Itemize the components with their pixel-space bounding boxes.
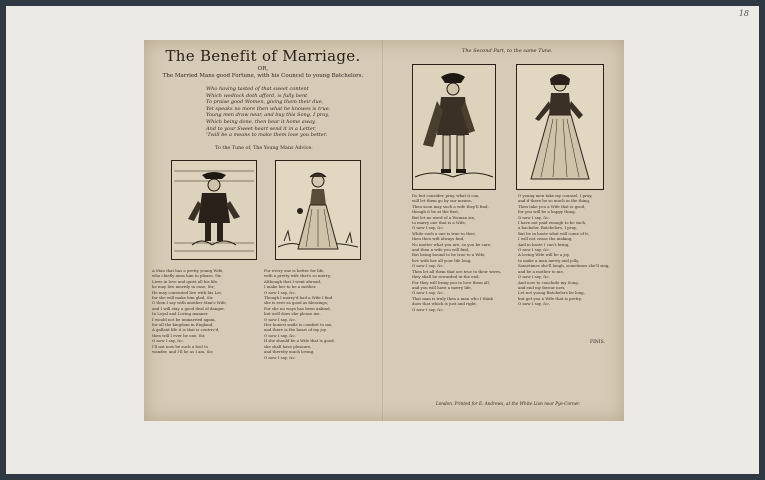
verse-line: To praise good Women, giving them their due,	[206, 99, 324, 106]
ballad-line: And now to conclude my Song,	[518, 279, 579, 285]
verse-line: Which being done, then bear it home away,	[206, 118, 316, 125]
woodcut-lady-right	[516, 64, 604, 190]
verse-line: Who having tasted of that sweet content	[206, 86, 309, 92]
text-column-right-2	[518, 193, 616, 307]
ballad-line: for all the kingdom in England,	[152, 322, 214, 328]
ballad-line: live with her all your life long,	[412, 257, 472, 263]
ballad-line: O now I say, &c.	[264, 289, 296, 295]
tune-line: To the Tune of, The Young Mans Advice.	[215, 146, 313, 151]
ballad-line: I'll not now be such a fool to	[152, 343, 208, 349]
ballad-subtitle	[152, 66, 374, 80]
woodcut-lady-left	[275, 160, 361, 260]
ballad-line: And in haste I can't bring,	[518, 241, 570, 247]
ballad-title: The Benefit of Marriage.	[165, 47, 361, 65]
ballad-line: she is ever as good as blessings;	[264, 300, 329, 306]
ballad-line: O now I say, &c.	[264, 332, 296, 338]
ballad-line: does that which is just and right,	[412, 301, 477, 307]
ballad-line: and thereby much loving,	[264, 349, 315, 355]
ballad-line: Though I marry'd had a Wife I find	[264, 295, 333, 301]
ballad-line: wander, and I'll be as I am, Sir.	[152, 349, 214, 355]
ballad-line: Lives in love and quiet all his life,	[152, 278, 219, 284]
verse-line: Young men draw near, and buy this Song, I pray,	[206, 112, 329, 119]
verse-line: Yet speaks no more then what he knowes is true.	[206, 105, 331, 112]
ballad-line: I have not paid enough to be such,	[518, 220, 587, 226]
ballad-line: they shall be rewarded in the end,	[412, 274, 480, 280]
ballad-line: for you will be a happy thing,	[518, 209, 576, 215]
verse-line: Which wedlock doth afford, is fully bent	[206, 92, 308, 99]
broadside-sheet	[144, 40, 624, 421]
ballad-line: and be a mother to me,	[518, 268, 565, 274]
ballad-line: O now I say, &c.	[518, 274, 550, 280]
ballad-line: who chiefly aims him to please, Sir,	[152, 273, 222, 279]
ballad-line: Sometimes she'll laugh, sometimes she'll sing,	[518, 263, 610, 269]
ballad-line: O now I say, &c.	[518, 247, 550, 253]
center-fold	[382, 40, 384, 421]
text-column-left-1	[152, 268, 258, 355]
ballad-line: Do but consider, pray, what it can,	[412, 193, 480, 198]
ballad-line: Let not young Batchelors be long,	[518, 290, 585, 296]
ballad-line: O now I say, &c.	[264, 316, 296, 322]
ballad-line: to marry one that is a Wife,	[412, 220, 467, 226]
woodcut-gentleman-left	[171, 160, 257, 260]
ballad-line: I make her to be a mother.	[264, 284, 317, 290]
ballad-line: and end my favour now,	[518, 284, 566, 290]
gentleman-figure-icon	[172, 161, 256, 259]
ballad-line: for she will make him glad, Sir.	[152, 295, 214, 301]
subtitle-text: The Married Mans good Fortune, with his Councel to young Batchelors.	[162, 73, 364, 79]
ballad-line: If she should be a Wife that is good,	[264, 338, 335, 344]
ballad-line: Then let all them that are true to their wives,	[412, 268, 502, 274]
ballad-line: While such a one is true to thee,	[412, 230, 476, 236]
ballad-line: For every one is better for life,	[264, 268, 325, 273]
ballad-line: O now I say, &c.	[412, 290, 444, 296]
ballad-line: but get you a Wife that is pretty,	[518, 295, 582, 301]
text-column-left-2	[264, 268, 374, 360]
ballad-line: That man is truly then a man who I think	[412, 295, 493, 301]
lady-gown-figure-icon	[517, 65, 603, 189]
ballad-line: But be in haste what will come of it,	[518, 230, 590, 236]
second-part-heading: The Second Part, to the same Tune.	[462, 48, 553, 54]
ballad-line: Then take you a Wife that is good,	[518, 203, 586, 209]
ballad-line: But let no word of a Woman sin,	[412, 214, 476, 220]
ballad-line: For she no ways has been unkind,	[264, 305, 331, 311]
ballad-line: she shall have pleasure,	[264, 343, 312, 349]
ballad-line: O now I say, &c.	[412, 225, 444, 231]
ballad-line: and then a wife you will find,	[412, 247, 470, 253]
ballad-line: O now I say, &c.	[152, 338, 184, 344]
ballad-line: will let them go by our means,	[412, 198, 472, 204]
ballad-line: to make a man merry and jolly,	[518, 257, 580, 263]
woodcut-gentleman-right	[412, 64, 496, 190]
ballad-line: O now I say, &c.	[518, 214, 550, 220]
ballad-line: In Loyal and Loving manner.	[152, 311, 209, 317]
verse-line: And to your Sweet-heart send it in a Letter,	[206, 125, 317, 132]
verse-line: 'Twill be a means to make them love you better.	[206, 132, 328, 139]
ballad-line: then will I ever be one, Sir,	[152, 332, 206, 338]
ballad-line: A loving Wife will be a joy,	[518, 252, 570, 258]
ballad-line: O then I say with another Man's Wife,	[152, 300, 227, 306]
ballad-line: though it be at the first,	[412, 209, 460, 215]
ballad-line: O young men take my counsel, I pray,	[518, 193, 593, 198]
ballad-line: then thou wilt always find,	[412, 236, 465, 242]
finis-mark: FINIS.	[590, 340, 605, 345]
ballad-line: Although that I went abroad,	[264, 278, 322, 284]
ballad-line: and you will have a merry life,	[412, 284, 472, 290]
page-number: 18	[738, 9, 749, 18]
ballad-line: but well does she please me.	[264, 311, 321, 317]
ballad-line: He may contented live with his Lot,	[152, 289, 223, 295]
ballad-line: A gallant life it is that is contriv'd,	[152, 327, 220, 333]
ballad-line: But being bound to be true to a Wife,	[412, 252, 486, 258]
ballad-line: I would not be unmarried again,	[152, 316, 216, 322]
ballad-line: and I will stay a good deal of danger,	[152, 305, 225, 311]
lady-figure-icon	[276, 161, 360, 259]
ballad-line: I will not cease the making,	[518, 236, 573, 242]
ballad-line: O now I say, &c.	[264, 354, 296, 360]
ballad-line: No matter what you are, so you be sure,	[412, 241, 492, 247]
text-column-right-1	[412, 193, 510, 312]
ballad-line: a bachelor, Batchelors, I pray,	[518, 225, 577, 231]
ballad-line: he may live merrily in ease, Sir;	[152, 284, 215, 290]
intro-verse	[206, 86, 376, 139]
ballad-line: and there is the heart of my joy.	[264, 327, 327, 333]
ballad-line: O now I say, &c.	[518, 301, 550, 307]
printer-imprint: London, Printed for E. Andrews, at the White Lion near Pye-Corner.	[436, 401, 581, 406]
ballad-line: Then soon may such a wife they'll find,	[412, 203, 489, 209]
subtitle-or: OR,	[257, 66, 269, 72]
ballad-line: A Man that has a pretty young Wife,	[152, 268, 224, 273]
gentleman-cloak-figure-icon	[413, 65, 495, 189]
ballad-line: and if there be so much in the thing,	[518, 198, 591, 204]
ballad-line: O now I say, &c.	[412, 263, 444, 269]
ballad-line: Her honest smile is comfort to me,	[264, 322, 333, 328]
ballad-line: O now I say, &c.	[412, 306, 444, 312]
ballad-line: For they will bring you to love them all,	[412, 279, 490, 285]
ballad-line: with a pretty wife that's so merry;	[264, 273, 332, 279]
